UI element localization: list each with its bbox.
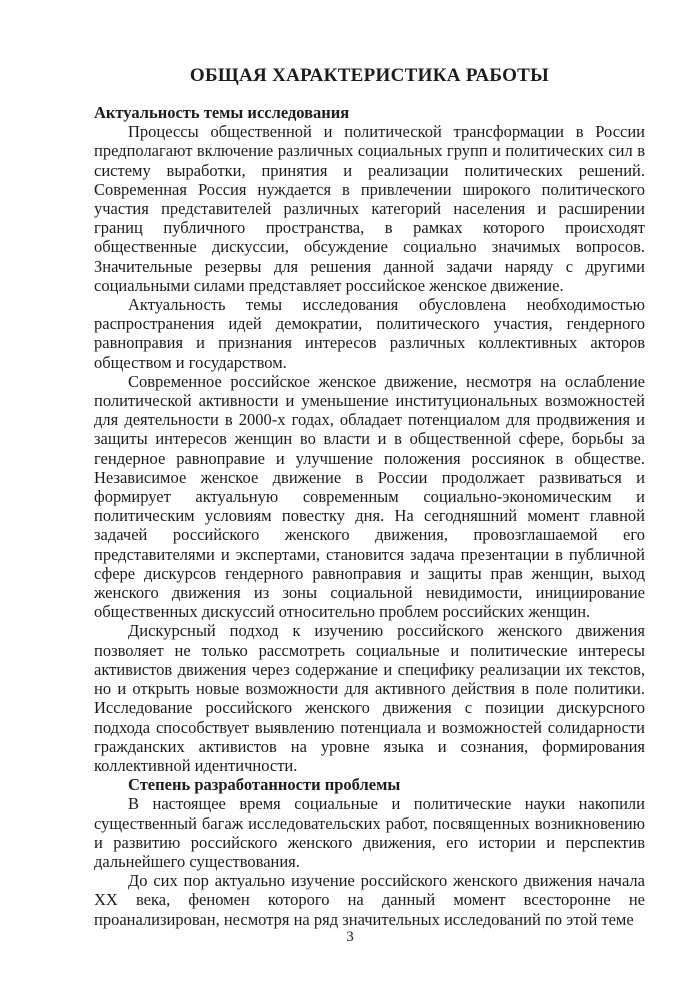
- page-number: 3: [346, 929, 354, 945]
- body-paragraph-transformation: Процессы общественной и политической трансформации в России предполагают включение различных социальных групп и политических сил в систему выработки, принятия и реализации политических решений. Современная Россия нуждается в привлечении широкого политического участия представителей различных категорий населения и расширении границ публичного пространства, в рамках которого происходят общественные дискуссии, обсуждение социально значимых вопросов. Значительные резервы для решения данной задачи наряду с другими социальными силами представляет российское женское движение.: [94, 122, 645, 295]
- body-paragraph-modern-movement: Современное российское женское движение, несмотря на ослабление политической активности и уменьшение институциональных возможностей для деятельности в 2000-х годах, обладает потенциалом для продвижения и защиты интересов женщин во власти и в общественной сфере, борьбы за гендерное равноправие и улучшение положения россиянок в обществе. Независимое женское движение в России продолжает развиваться и формирует актуальную современным социально-экономическим и политическим условиям повестку дня. На сегодняшний момент главной задачей российского женского движения, провозглашаемой его представителями и экспертами, становится задача презентации в публичной сфере дискурсов гендерного равноправия и защиты прав женщин, выход женского движения из зоны социальной невидимости, инициирование общественных дискуссий относительно проблем российских женщин.: [94, 371, 645, 622]
- body-paragraph-early-movement: До сих пор актуально изучение российского женского движения начала XX века, феномен которого на данный момент всесторонне не проанализирован, несмотря на ряд значительных исследований по этой теме: [94, 871, 645, 929]
- body-paragraph-discourse-approach: Дискурсный подход к изучению российского женского движения позволяет не только рассмотреть социальные и политические интересы активистов движения через содержание и специфику реализации их текстов, но и открыть новые возможности для активного действия в поле политики. Исследование российского женского движения с позиции дискурсного подхода способствует выявлению потенциала и возможностей солидарности гражданских активистов на уровне языка и сознания, формирования коллективной идентичности.: [94, 621, 645, 775]
- body-paragraph-relevance-reason: Актуальность темы исследования обусловлена необходимостью распространения идей демократии, политического участия, гендерного равноправия и признания интересов различных коллективных акторов обществом и государством.: [94, 295, 645, 372]
- body-paragraph-research-baggage: В настоящее время социальные и политические науки накопили существенный багаж исследовательских работ, посвященных возникновению и развитию российского женского движения, его истории и перспектив дальнейшего существования.: [94, 794, 645, 871]
- text-block: [94, 65, 645, 929]
- section-heading-relevance: Актуальность темы исследования: [94, 103, 350, 122]
- section-heading-problem-elaboration: Степень разработанности проблемы: [128, 775, 401, 795]
- document-title: ОБЩАЯ ХАРАКТЕРИСТИКА РАБОТЫ: [189, 65, 550, 86]
